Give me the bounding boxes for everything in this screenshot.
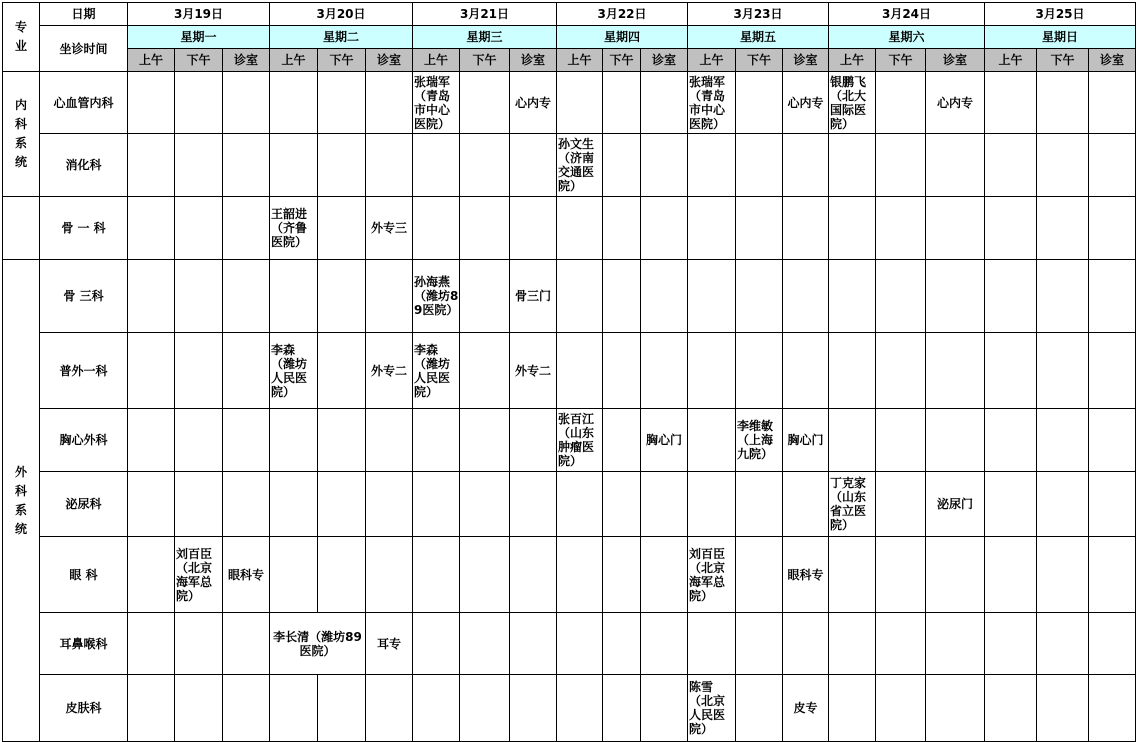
doctor-cell — [985, 333, 1037, 409]
doctor-cell — [460, 613, 510, 675]
room-cell: 外专二 — [510, 333, 557, 409]
doctor-cell — [128, 197, 175, 260]
room-cell — [641, 675, 688, 742]
slot-header-am: 上午 — [829, 49, 876, 72]
doctor-cell — [175, 472, 223, 537]
doctor-cell — [318, 537, 366, 613]
doctor-cell — [688, 613, 736, 675]
department-row — [3, 260, 1136, 333]
doctor-cell — [318, 72, 366, 134]
slot-header-am: 上午 — [270, 49, 318, 72]
date-header: 3月20日 — [270, 3, 413, 26]
doctor-cell — [876, 409, 926, 472]
doctor-cell: 丁克家（山东省立医院） — [829, 472, 876, 537]
system-label-text: 内科系统 — [14, 98, 27, 169]
doctor-cell — [270, 260, 318, 333]
room-cell — [366, 675, 413, 742]
doctor-cell — [128, 260, 175, 333]
doctor-cell — [557, 333, 603, 409]
doctor-cell — [985, 409, 1037, 472]
doctor-cell — [175, 675, 223, 742]
room-cell — [510, 409, 557, 472]
room-cell — [1089, 333, 1136, 409]
doctor-cell — [876, 260, 926, 333]
room-cell — [510, 537, 557, 613]
room-cell: 眼科专 — [783, 537, 829, 613]
date-header-label: 日期 — [40, 3, 128, 26]
doctor-cell — [603, 675, 641, 742]
department-row — [3, 613, 1136, 675]
doctor-cell — [128, 333, 175, 409]
doctor-cell — [318, 409, 366, 472]
room-cell — [223, 134, 270, 197]
doctor-cell — [460, 197, 510, 260]
doctor-cell — [688, 409, 736, 472]
room-cell — [783, 472, 829, 537]
room-cell: 耳专 — [366, 613, 413, 675]
slot-header-am: 上午 — [688, 49, 736, 72]
system-label-surgical — [3, 260, 40, 742]
room-cell — [366, 260, 413, 333]
doctor-cell — [1037, 472, 1089, 537]
department-row — [3, 134, 1136, 197]
doctor-cell — [688, 472, 736, 537]
doctor-cell — [736, 537, 783, 613]
doctor-cell: 陈雪（北京人民医院） — [688, 675, 736, 742]
doctor-cell — [1037, 134, 1089, 197]
doctor-cell — [876, 613, 926, 675]
doctor-cell — [603, 333, 641, 409]
doctor-cell — [1037, 260, 1089, 333]
room-cell — [510, 472, 557, 537]
doctor-cell: 李长清（潍坊89医院） — [270, 613, 366, 675]
room-cell — [641, 472, 688, 537]
department-row — [3, 537, 1136, 613]
doctor-cell — [1037, 72, 1089, 134]
doctor-cell — [736, 134, 783, 197]
slot-header-pm: 下午 — [175, 49, 223, 72]
doctor-cell — [128, 537, 175, 613]
date-header: 3月21日 — [413, 3, 557, 26]
doctor-cell — [413, 409, 460, 472]
room-cell — [223, 613, 270, 675]
room-cell — [1089, 197, 1136, 260]
room-cell — [223, 72, 270, 134]
room-cell — [926, 333, 985, 409]
doctor-cell — [876, 675, 926, 742]
doctor-cell — [557, 537, 603, 613]
doctor-cell — [413, 134, 460, 197]
doctor-cell — [688, 197, 736, 260]
doctor-cell — [318, 472, 366, 537]
doctor-cell — [603, 197, 641, 260]
doctor-cell — [985, 72, 1037, 134]
doctor-cell — [829, 409, 876, 472]
department-name: 消化科 — [40, 134, 128, 197]
doctor-cell — [175, 613, 223, 675]
slot-header-am: 上午 — [413, 49, 460, 72]
department-name: 眼 科 — [40, 537, 128, 613]
doctor-cell — [688, 134, 736, 197]
room-cell — [510, 675, 557, 742]
room-cell — [1089, 409, 1136, 472]
doctor-cell — [829, 260, 876, 333]
doctor-cell — [175, 333, 223, 409]
doctor-cell — [736, 197, 783, 260]
doctor-cell — [1037, 613, 1089, 675]
doctor-cell: 张瑞军（青岛市中心医院） — [413, 72, 460, 134]
room-cell — [366, 134, 413, 197]
room-cell — [926, 409, 985, 472]
doctor-cell — [829, 197, 876, 260]
doctor-cell — [270, 537, 318, 613]
clinic-schedule-table — [2, 2, 1136, 742]
slot-header-am: 上午 — [128, 49, 175, 72]
doctor-cell — [829, 537, 876, 613]
slot-header-pm: 下午 — [736, 49, 783, 72]
doctor-cell — [460, 134, 510, 197]
doctor-cell — [318, 197, 366, 260]
slot-header-pm: 下午 — [603, 49, 641, 72]
room-cell — [223, 333, 270, 409]
date-header: 3月22日 — [557, 3, 688, 26]
room-cell: 心内专 — [783, 72, 829, 134]
weekday-header: 星期六 — [829, 26, 985, 49]
slot-header-room: 诊室 — [783, 49, 829, 72]
doctor-cell — [175, 260, 223, 333]
slot-header-room: 诊室 — [366, 49, 413, 72]
system-label-text: 外科系统 — [14, 464, 27, 536]
department-name: 骨 一 科 — [40, 197, 128, 260]
room-cell — [641, 260, 688, 333]
doctor-cell — [270, 72, 318, 134]
room-cell — [510, 613, 557, 675]
doctor-cell — [688, 333, 736, 409]
department-row — [3, 675, 1136, 742]
room-cell: 胸心门 — [641, 409, 688, 472]
doctor-cell — [270, 675, 318, 742]
doctor-cell — [736, 333, 783, 409]
doctor-cell — [736, 675, 783, 742]
doctor-cell: 王韶进（齐鲁医院） — [270, 197, 318, 260]
room-cell: 心内专 — [926, 72, 985, 134]
doctor-cell — [557, 260, 603, 333]
room-cell — [366, 72, 413, 134]
doctor-cell — [413, 613, 460, 675]
weekday-header: 星期三 — [413, 26, 557, 49]
room-cell — [783, 134, 829, 197]
room-cell — [783, 197, 829, 260]
room-cell — [223, 197, 270, 260]
doctor-cell — [876, 537, 926, 613]
slot-header-pm: 下午 — [876, 49, 926, 72]
weekday-header: 星期二 — [270, 26, 413, 49]
department-name: 普外一科 — [40, 333, 128, 409]
doctor-cell — [1037, 675, 1089, 742]
room-cell — [641, 333, 688, 409]
doctor-cell — [175, 134, 223, 197]
doctor-cell — [413, 197, 460, 260]
room-cell — [510, 134, 557, 197]
doctor-cell — [128, 409, 175, 472]
doctor-cell — [736, 260, 783, 333]
doctor-cell — [876, 134, 926, 197]
room-cell — [1089, 675, 1136, 742]
room-cell: 眼科专 — [223, 537, 270, 613]
consult-time-header: 坐诊时间 — [40, 26, 128, 72]
room-cell — [783, 333, 829, 409]
doctor-cell — [603, 613, 641, 675]
slot-header-pm: 下午 — [318, 49, 366, 72]
doctor-cell — [460, 333, 510, 409]
doctor-cell — [413, 537, 460, 613]
department-name: 泌尿科 — [40, 472, 128, 537]
doctor-cell — [318, 260, 366, 333]
doctor-cell — [413, 472, 460, 537]
doctor-cell — [688, 260, 736, 333]
doctor-cell — [985, 134, 1037, 197]
doctor-cell — [876, 472, 926, 537]
doctor-cell — [829, 134, 876, 197]
department-name: 骨 三科 — [40, 260, 128, 333]
slot-header-room: 诊室 — [1089, 49, 1136, 72]
doctor-cell — [318, 134, 366, 197]
doctor-cell — [557, 197, 603, 260]
doctor-cell: 李森（潍坊人民医院） — [413, 333, 460, 409]
room-cell — [926, 260, 985, 333]
room-cell — [926, 197, 985, 260]
slot-header-pm: 下午 — [460, 49, 510, 72]
weekday-header: 星期四 — [557, 26, 688, 49]
room-cell: 外专二 — [366, 333, 413, 409]
room-cell — [366, 409, 413, 472]
doctor-cell: 刘百臣（北京海军总院） — [688, 537, 736, 613]
specialty-header-label: 专业 — [14, 20, 27, 53]
doctor-cell — [736, 613, 783, 675]
doctor-cell — [128, 472, 175, 537]
doctor-cell — [829, 675, 876, 742]
doctor-cell — [603, 72, 641, 134]
doctor-cell — [829, 333, 876, 409]
doctor-cell — [270, 134, 318, 197]
doctor-cell: 银鹏飞（北大国际医院） — [829, 72, 876, 134]
doctor-cell — [460, 675, 510, 742]
room-cell — [641, 72, 688, 134]
room-cell — [1089, 472, 1136, 537]
room-cell: 心内专 — [510, 72, 557, 134]
doctor-cell — [128, 134, 175, 197]
doctor-cell: 张瑞军（青岛市中心医院） — [688, 72, 736, 134]
weekday-header: 星期五 — [688, 26, 829, 49]
room-cell — [926, 675, 985, 742]
doctor-cell — [270, 409, 318, 472]
doctor-cell — [1037, 333, 1089, 409]
doctor-cell — [128, 72, 175, 134]
room-cell — [1089, 134, 1136, 197]
room-cell — [641, 134, 688, 197]
doctor-cell — [736, 472, 783, 537]
slot-header-room: 诊室 — [641, 49, 688, 72]
slot-header-am: 上午 — [985, 49, 1037, 72]
department-row — [3, 197, 1136, 260]
doctor-cell — [557, 72, 603, 134]
doctor-cell — [829, 613, 876, 675]
doctor-cell: 张百江（山东肿瘤医院） — [557, 409, 603, 472]
doctor-cell — [557, 675, 603, 742]
doctor-cell: 李维敏（上海九院） — [736, 409, 783, 472]
room-cell — [783, 613, 829, 675]
doctor-cell — [876, 197, 926, 260]
slot-header-room: 诊室 — [223, 49, 270, 72]
doctor-cell — [876, 333, 926, 409]
department-row — [3, 333, 1136, 409]
room-cell: 骨三门 — [510, 260, 557, 333]
doctor-cell — [736, 72, 783, 134]
room-cell: 胸心门 — [783, 409, 829, 472]
doctor-cell — [876, 72, 926, 134]
doctor-cell — [557, 613, 603, 675]
doctor-cell — [603, 260, 641, 333]
doctor-cell: 孙文生（济南交通医院） — [557, 134, 603, 197]
department-name: 耳鼻喉科 — [40, 613, 128, 675]
weekday-header: 星期一 — [128, 26, 270, 49]
room-cell — [223, 260, 270, 333]
room-cell — [1089, 260, 1136, 333]
department-row — [3, 72, 1136, 134]
doctor-cell — [985, 613, 1037, 675]
doctor-cell: 孙海燕（潍坊89医院） — [413, 260, 460, 333]
doctor-cell — [985, 537, 1037, 613]
room-cell — [366, 472, 413, 537]
room-cell — [926, 537, 985, 613]
doctor-cell — [1037, 197, 1089, 260]
doctor-cell — [603, 472, 641, 537]
slot-header-room: 诊室 — [926, 49, 985, 72]
doctor-cell — [1037, 409, 1089, 472]
room-cell: 泌尿门 — [926, 472, 985, 537]
doctor-cell — [460, 409, 510, 472]
doctor-cell — [318, 675, 366, 742]
room-cell — [1089, 72, 1136, 134]
room-cell — [783, 260, 829, 333]
room-cell — [926, 613, 985, 675]
date-header: 3月25日 — [985, 3, 1136, 26]
doctor-cell — [460, 72, 510, 134]
date-header: 3月24日 — [829, 3, 985, 26]
doctor-cell — [985, 472, 1037, 537]
doctor-cell — [460, 472, 510, 537]
doctor-cell — [413, 675, 460, 742]
room-cell — [510, 197, 557, 260]
doctor-cell — [603, 537, 641, 613]
doctor-cell — [460, 260, 510, 333]
department-row — [3, 472, 1136, 537]
room-cell — [641, 537, 688, 613]
slot-header-pm: 下午 — [1037, 49, 1089, 72]
system-label-internal — [3, 72, 40, 197]
department-name: 胸心外科 — [40, 409, 128, 472]
slot-header-am: 上午 — [557, 49, 603, 72]
doctor-cell — [985, 260, 1037, 333]
doctor-cell — [175, 72, 223, 134]
doctor-cell — [460, 537, 510, 613]
doctor-cell — [175, 409, 223, 472]
system-label-empty — [3, 197, 40, 260]
weekday-header: 星期日 — [985, 26, 1136, 49]
room-cell — [223, 409, 270, 472]
doctor-cell — [603, 134, 641, 197]
date-header: 3月19日 — [128, 3, 270, 26]
department-name: 心血管内科 — [40, 72, 128, 134]
slot-header-room: 诊室 — [510, 49, 557, 72]
doctor-cell — [985, 675, 1037, 742]
doctor-cell — [557, 472, 603, 537]
department-name: 皮肤科 — [40, 675, 128, 742]
doctor-cell — [603, 409, 641, 472]
room-cell — [366, 537, 413, 613]
doctor-cell — [175, 197, 223, 260]
doctor-cell — [128, 613, 175, 675]
room-cell — [641, 613, 688, 675]
date-header: 3月23日 — [688, 3, 829, 26]
doctor-cell: 李森（潍坊人民医院） — [270, 333, 318, 409]
doctor-cell — [128, 675, 175, 742]
doctor-cell — [318, 333, 366, 409]
doctor-cell — [270, 472, 318, 537]
room-cell — [1089, 537, 1136, 613]
room-cell — [1089, 613, 1136, 675]
room-cell — [641, 197, 688, 260]
room-cell — [223, 472, 270, 537]
specialty-header — [3, 3, 40, 72]
room-cell: 外专三 — [366, 197, 413, 260]
room-cell — [926, 134, 985, 197]
doctor-cell — [985, 197, 1037, 260]
room-cell: 皮专 — [783, 675, 829, 742]
doctor-cell: 刘百臣（北京海军总院） — [175, 537, 223, 613]
room-cell — [223, 675, 270, 742]
department-row — [3, 409, 1136, 472]
doctor-cell — [1037, 537, 1089, 613]
